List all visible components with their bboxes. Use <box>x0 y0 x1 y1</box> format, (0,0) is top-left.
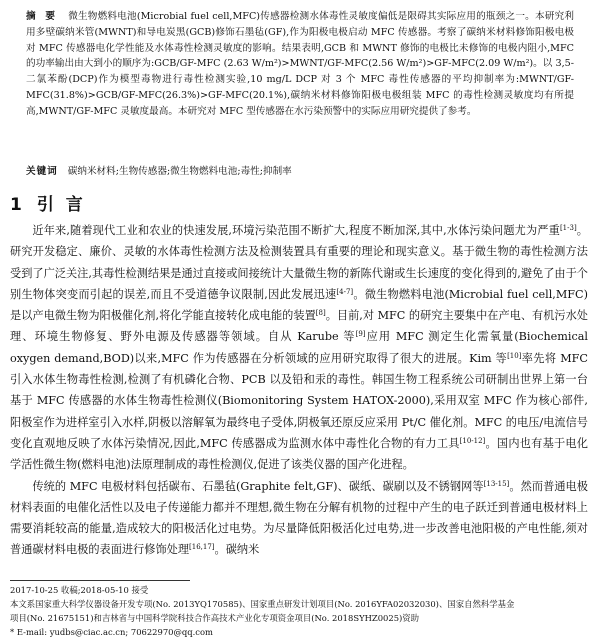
body-text <box>10 220 588 561</box>
section-number: 1 <box>10 195 25 215</box>
paragraph-1 <box>10 220 588 476</box>
section-heading <box>10 190 86 215</box>
footnotes <box>10 583 590 639</box>
text-run: 应用 MFC 测定生化需氧量(Biochemical oxygen demand,BOD)以来,MFC 作为传感器在分析领域的应用研究取得了很大的进展。Kim 等 <box>10 330 588 365</box>
citation: [10-12] <box>459 436 486 445</box>
citation: [10] <box>507 351 522 360</box>
received-dates: 2017-10-25 收稿;2018-05-10 接受 <box>10 585 149 595</box>
keywords-label: 关键词 <box>26 166 58 177</box>
text-run: 。国内也有基于电化学活性微生物(燃料电池)法原理制成的毒性检测仪,促进了该类仪器的国产化进程。 <box>10 436 588 472</box>
citation: [1-3] <box>559 224 577 232</box>
section-title: 引 言 <box>36 195 86 215</box>
citation: [9] <box>355 330 366 339</box>
funding-note-line-1: 本文系国家重大科学仪器设备开发专项(No. 2013YQ170585)、国家重点研发计划项目(No. 2016YFA02032030)、国家自然科学基金 <box>10 599 515 609</box>
text-run: 。然而普通电极材料表面的电催化活性以及电子传递能力都并不理想,微生物在分解有机物的过程中产生的电子跃迁到普通电极材料上需要消耗较高的能量,造成较大的阳极活化过电势。为尽量降低阳极活化过电势,进一步改善电池阳极的产电性能,须对普通碳材料电极的表面进行修饰处理 <box>10 479 588 557</box>
keywords-text: 碳纳米材料;生物传感器;微生物燃料电池;毒性;抑制率 <box>67 166 292 177</box>
citation: [8] <box>315 309 326 318</box>
abstract-label: 摘 要 <box>26 11 59 22</box>
text-run: 近年来,随着现代工业和农业的快速发展,环境污染范围不断扩大,程度不断加深,其中,水体污染问题尤为严重 <box>32 224 560 237</box>
contact-email: * E-mail: yudbs@ciac.ac.cn; 70622970@qq.com <box>10 627 213 637</box>
citation: [4-7] <box>336 287 354 296</box>
abstract <box>26 9 574 120</box>
abstract-text: 微生物燃料电池(Microbial fuel cell,MFC)传感器检测水体毒性灵敏度偏低是限碍其实际应用的瓶颈之一。本研究利用多壁碳纳米管(MWNT)和导电炭黑(GCB)修饰石墨毡(GF),作为阳极电极启动 MFC 传感器。考察了碳纳米材料修饰阳极电极对 MFC 传感器电化学性能及水体毒性检测灵敏度的影响。结果表明,GCB 和 MWNT 修饰的电极比未修饰的电极内阻小,MFC 的功率输出由大到小的顺序为:GCB/GF-MFC (2.63 W/m²)>MWNT/GF-MFC(2.56 W/m²)>GF-MFC(2.09 W/m²)。以 3,5-二氯苯酚(DCP)作为模型毒物进行毒性检测实验,10 mg/L DCP 对 3 个 MFC 毒性传感器的平均抑制率为:MWNT/GF-MFC(31.8%)>GCB/GF-MFC(26.3%)>GF-MFC(20.1%),碳纳米材料修饰阳极电极组装 MFC 的毒性检测灵敏度均有所提高,MWNT/GF-MFC 灵敏度最高。本研究对 MFC 型传感器在水污染预警中的实际应用研究提供了参考。 <box>26 11 574 117</box>
text-run: 率先将 MFC 引入水体生物毒性检测,检测了有机磷化合物、PCB 以及铅和汞的毒性。韩国生物工程系统公司研制出世界上第一台基于 MFC 传感器的水体生物毒性检测仪(Biomonitoring System HATOX-2000),采用双室 MFC 作为核心部件,阳极室作为进样室引入水样,阴极以溶解氧为最终电子受体,阴极氧还原反应采用 Pt/C 催化剂。MFC 的电压/电流信号变化直观地反映了水体污染情况,因此,MFC 传感器成为监测水体中毒性化合物的有力工具 <box>10 351 588 450</box>
footnote-divider <box>10 580 190 581</box>
text-run: 。研究开发稳定、廉价、灵敏的水体毒性检测方法及检测装置具有重要的理论和现实意义。基于微生物的毒性检测方法受到了广泛关注,其毒性检测结果是通过直接或间接统计大量微生物的新陈代谢或生长速度的变化得到的,避免了由于个别生物体突变而引起的误差,而且不受道德争议限制,因此发展迅速 <box>10 224 588 301</box>
text-run: 。目前,对 MFC 的研究主要集中在产电、有机污水处理、环境生物修复、野外电源及传感器等领域。自从 Karube 等 <box>10 309 588 344</box>
citation: [13-15] <box>483 479 510 488</box>
paragraph-2 <box>10 476 588 561</box>
text-run: 。微生物燃料电池(Microbial fuel cell,MFC)是以产电微生物为阳极催化剂,将化学能直接转化成电能的装置 <box>10 287 588 323</box>
text-run: 传统的 MFC 电极材料包括碳布、石墨毡(Graphite felt,GF)、碳纸、碳刷以及不锈钢网等 <box>32 479 484 493</box>
keywords <box>26 164 574 179</box>
citation: [16,17] <box>189 543 215 552</box>
funding-note-line-2: 项目(No. 21675151)和吉林省与中国科学院科技合作高技术产业化专项资金项目(No. 2018SYHZ0025)资助 <box>10 613 420 623</box>
text-run: 。碳纳米 <box>214 543 260 557</box>
